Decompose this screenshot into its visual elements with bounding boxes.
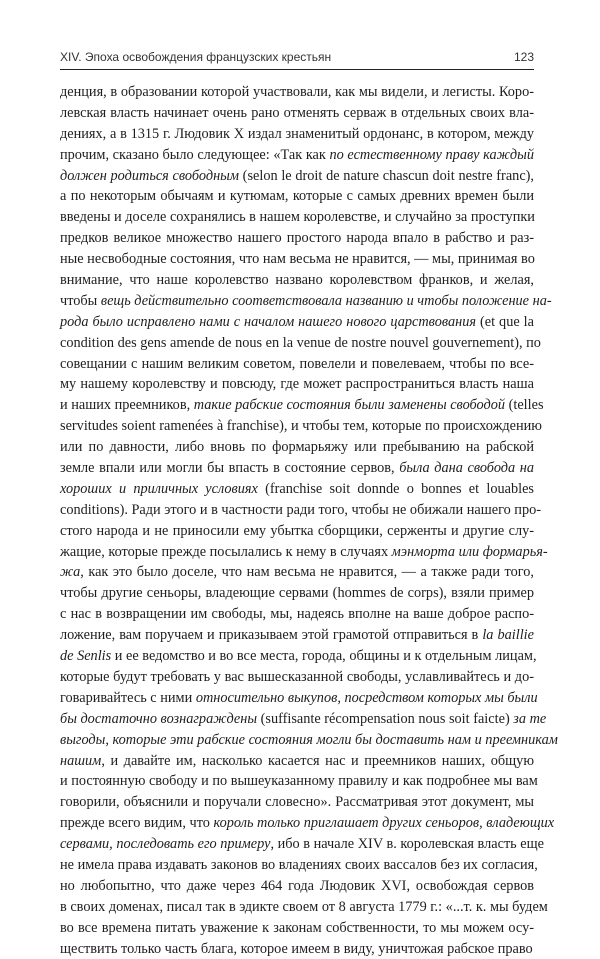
text-segment: а по некоторым обычаям и кутюмам, которые с самых древних времен были <box>60 188 534 205</box>
text-line <box>60 437 534 458</box>
text-segment: (suffisante récompensation nous soit faicte) <box>257 710 514 727</box>
italic-text: относительно выкупов, посредством которых мы были <box>195 689 538 706</box>
text-segment: чтобы другие сеньоры, владеющие сервами (hommes de corps), взяли пример <box>60 585 534 602</box>
text-line <box>60 562 534 583</box>
text-segment: или по давности, либо вновь по формарьяжу или пребыванию на рабской <box>60 439 534 456</box>
italic-text: выгоды, которые эти рабские состояния могли бы доставить нам и преемникам <box>60 731 558 748</box>
italic-text: хороших и приличных условиях <box>60 480 258 497</box>
text-segment: ложение, вам поручаем и приказываем этой грамотой отправиться в <box>60 627 483 644</box>
italic-text: сервами, последовать его примеру <box>60 836 271 853</box>
text-line <box>60 813 555 834</box>
text-segment: (selon le droit de nature chascun doit nestre franc), <box>238 167 534 184</box>
text-segment: совещании с нашим великим советом, повелели и повелеваем, чтобы по все- <box>60 355 534 372</box>
text-segment: предков великое множество нашего простого народа впало в рабство и раз- <box>60 230 534 247</box>
italic-text: la baillie <box>482 627 534 644</box>
text-line <box>60 646 537 667</box>
text-line <box>60 479 534 500</box>
text-line <box>60 103 534 124</box>
text-line <box>60 771 538 792</box>
text-line <box>60 333 541 354</box>
text-segment: прочим, сказано было следующее: «Так как <box>60 146 330 163</box>
text-segment: стого народа и не приносили ему убытка сборщики, серженты и другие слу- <box>60 522 534 539</box>
text-line <box>60 918 534 939</box>
text-line <box>60 312 534 333</box>
text-segment: с нас в возвращении им свободы, мы, надеясь вполне на ваше доброе распо- <box>60 606 534 623</box>
text-segment: , ибо в начале XIV в. королевская власть еще <box>270 836 544 853</box>
text-segment: condition des gens amende de nous en la venue de nostre nouvel gouvernement), по <box>60 334 541 351</box>
text-segment: левская власть начинает очень рано отменять серваж в отдельных своих вла- <box>60 104 534 121</box>
body-text <box>60 82 558 959</box>
text-line <box>60 145 534 166</box>
text-segment: земле впали или могли бы впасть в состояние сервов, <box>60 460 400 477</box>
italic-text: за те <box>513 710 547 727</box>
text-segment: ществить только часть блага, которое имеем в виду, уничтожая рабское право <box>60 940 533 957</box>
text-segment: му нашему королевству и повсюду, где может распространиться власть наша <box>60 376 534 393</box>
text-line <box>60 500 542 521</box>
text-line <box>60 688 538 709</box>
text-line <box>60 458 534 479</box>
text-segment: servitudes soient ramenées à franchise), и чтобы тем, которые по происхождению <box>60 418 542 435</box>
text-segment: ные несвободные состояния, что нам весьма не нравится, — мы, принимая во <box>60 251 535 268</box>
running-head <box>60 50 534 64</box>
text-line <box>60 709 547 730</box>
text-line <box>60 395 544 416</box>
text-segment: говаривайтесь с ними <box>60 689 196 706</box>
text-line <box>60 166 534 187</box>
italic-text: рода было исправлено нами с началом нашего нового царствования <box>60 313 476 330</box>
text-segment: conditions). Ради этого и в частности ради того, чтобы не обижали нашего про- <box>60 501 542 518</box>
italic-text: бы достаточно вознаграждены <box>60 710 258 727</box>
text-line <box>60 82 534 103</box>
text-line <box>60 521 534 542</box>
italic-text: мэнморта или формарья- <box>391 543 548 560</box>
italic-text: король только приглашает других сеньоров, владеющих <box>213 815 555 832</box>
italic-text: такие рабские состояния были заменены свободой <box>193 397 506 414</box>
text-line <box>60 186 534 207</box>
text-segment: (telles <box>505 397 544 414</box>
text-line <box>60 667 534 688</box>
italic-text: по естественному праву каждый <box>329 146 534 163</box>
text-line <box>60 625 534 646</box>
text-line <box>60 834 544 855</box>
text-segment: прежде всего видим, что <box>60 815 214 832</box>
italic-text: была дана свобода на <box>399 460 535 477</box>
text-segment: и ее ведомство и во все места, города, общины и к отдельным лицам, <box>111 648 537 665</box>
italic-text: вещь действительно соответствовала названию и чтобы положение на- <box>100 292 552 309</box>
text-line <box>60 270 534 291</box>
text-segment: в своих доменах, писал так в эдикте своем от 8 августа 1779 г.: «...т. к. мы будем <box>60 898 548 915</box>
text-line <box>60 124 534 145</box>
text-segment: , и давайте им, насколько касается нас и преемников наших, общую <box>101 752 534 769</box>
italic-text: жа <box>60 564 81 581</box>
text-line <box>60 897 548 918</box>
text-line <box>60 751 534 772</box>
header-rule <box>60 69 534 70</box>
text-segment: введены и доселе сохранялись в нашем королевстве, и случайно за проступки <box>60 209 535 226</box>
text-segment: говорили, объяснили и поручали словесно». Рассматривая этот документ, мы <box>60 794 534 811</box>
text-segment: но любопытно, что даже через 464 года Людовик XVI, освобождая сервов <box>60 877 534 894</box>
text-line <box>60 792 534 813</box>
chapter-title: XIV. Эпоха освобождения французских крестьян <box>60 50 332 64</box>
page-number: 123 <box>513 50 534 64</box>
text-line <box>60 291 552 312</box>
italic-text: нашим <box>60 752 102 769</box>
text-line <box>60 939 534 959</box>
text-line <box>60 374 534 395</box>
text-line <box>60 730 558 751</box>
text-segment: (franchise soit donnde o bonnes et louables <box>257 480 534 497</box>
text-line <box>60 249 534 270</box>
text-line <box>60 542 548 563</box>
text-segment: не имела права издавать законов во владениях своих вассалов без их согласия, <box>60 856 538 873</box>
text-line <box>60 228 534 249</box>
text-line <box>60 604 534 625</box>
italic-text: de Senlis <box>60 648 112 665</box>
text-segment: внимание, что наше королевство названо королевством франков, и желая, <box>60 272 534 289</box>
text-line <box>60 583 534 604</box>
text-segment: которые будут требовать у вас вышесказанной свободы, уславливайтесь и до- <box>60 668 534 685</box>
text-segment: дениях, а в 1315 г. Людовик X издал знаменитый ордонанс, в котором, между <box>60 125 534 142</box>
text-line <box>60 416 542 437</box>
text-segment: и постоянную свободу и по вышеуказанному правилу и как подробнее мы вам <box>60 773 538 790</box>
text-line <box>60 855 538 876</box>
text-segment: и наших преемников, <box>60 397 194 414</box>
text-segment: , как это было доселе, что нам весьма не нравится, — а также ради того, <box>80 564 534 581</box>
text-segment: жащие, которые прежде посылались к нему в случаях <box>60 543 392 560</box>
text-segment: (et que la <box>476 313 534 330</box>
text-line <box>60 354 534 375</box>
italic-text: должен родиться свободным <box>60 167 239 184</box>
text-segment: денция, в образовании которой участвовали, как мы видели, и легисты. Коро- <box>60 84 534 100</box>
text-line <box>60 207 534 228</box>
text-segment: чтобы <box>60 292 101 309</box>
text-segment: во все времена питать уважение к законам собственности, то мы можем осу- <box>60 919 534 936</box>
text-line <box>60 876 534 897</box>
